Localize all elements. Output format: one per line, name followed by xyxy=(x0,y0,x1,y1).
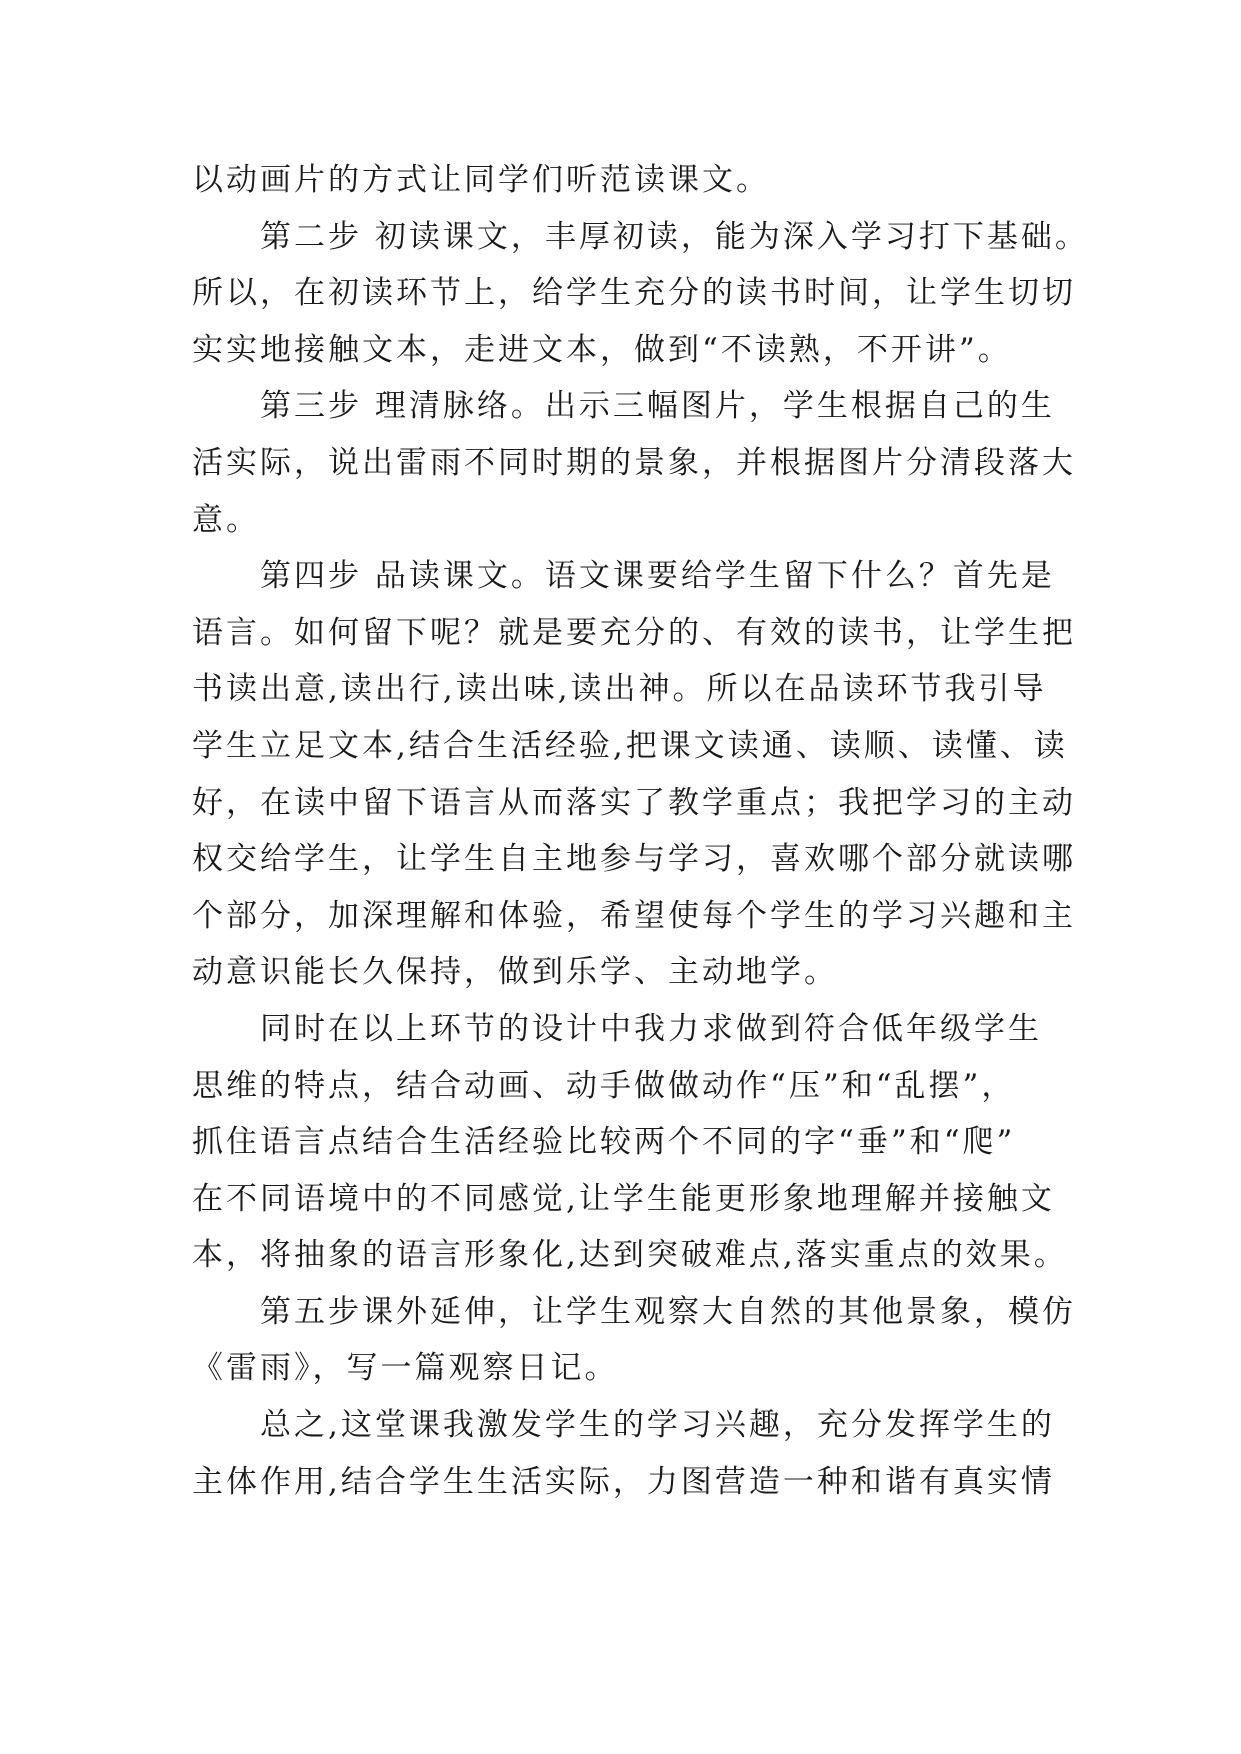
text-line: 活实际，说出雷雨不同时期的景象，并根据图片分清段落大 xyxy=(192,444,1076,481)
text-line: 总之,这堂课我激发学生的学习兴趣，充分发挥学生的 xyxy=(260,1407,1055,1444)
text-line: 同时在以上环节的设计中我力求做到符合低年级学生 xyxy=(260,1010,1042,1047)
text-line: 第四步 品读课文。语文课要给学生留下什么？首先是 xyxy=(260,558,1055,595)
text-line: 所以，在初读环节上，给学生充分的读书时间，让学生切切 xyxy=(192,275,1076,312)
text-line: 书读出意,读出行,读出味,读出神。所以在品读环节我引导 xyxy=(192,671,1047,708)
document-body xyxy=(192,152,1089,1510)
text-line: 语言。如何留下呢？就是要充分的、有效的读书，让学生把 xyxy=(192,614,1076,651)
text-line: 抓住语言点结合生活经验比较两个不同的字“垂”和“爬” xyxy=(192,1124,1016,1161)
text-line: 个部分，加深理解和体验，希望使每个学生的学习兴趣和主 xyxy=(192,897,1076,934)
text-line: 意。 xyxy=(192,501,260,538)
text-line: 在不同语境中的不同感觉,让学生能更形象地理解并接触文 xyxy=(192,1180,1055,1217)
text-line: 思维的特点，结合动画、动手做做动作“压”和“乱摆”， xyxy=(192,1067,1016,1104)
text-line: 第二步 初读课文，丰厚初读，能为深入学习打下基础。 xyxy=(260,218,1089,255)
text-line: 以动画片的方式让同学们听范读课文。 xyxy=(192,162,770,198)
text-line: 实实地接触文本，走进文本，做到“不读熟，不开讲”。 xyxy=(192,331,1012,368)
text-line: 《雷雨》，写一篇观察日记。 xyxy=(192,1350,619,1387)
text-line: 好，在读中留下语言从而落实了教学重点；我把学习的主动 xyxy=(192,784,1076,821)
text-line: 第五步课外延伸，让学生观察大自然的其他景象，模仿 xyxy=(260,1293,1076,1330)
text-line: 学生立足文本,结合生活经验,把课文读通、读顺、读懂、读 xyxy=(192,727,1068,764)
text-line: 本，将抽象的语言形象化,达到突破难点,落实重点的效果。 xyxy=(192,1237,1068,1274)
text-line: 权交给学生，让学生自主地参与学习，喜欢哪个部分就读哪 xyxy=(192,841,1076,878)
text-line: 第三步 理清脉络。出示三幅图片，学生根据自己的生 xyxy=(260,388,1055,425)
text-line: 动意识能长久保持，做到乐学、主动地学。 xyxy=(192,954,838,991)
text-line: 主体作用,结合学生生活实际，力图营造一种和谐有真实情 xyxy=(192,1463,1055,1500)
